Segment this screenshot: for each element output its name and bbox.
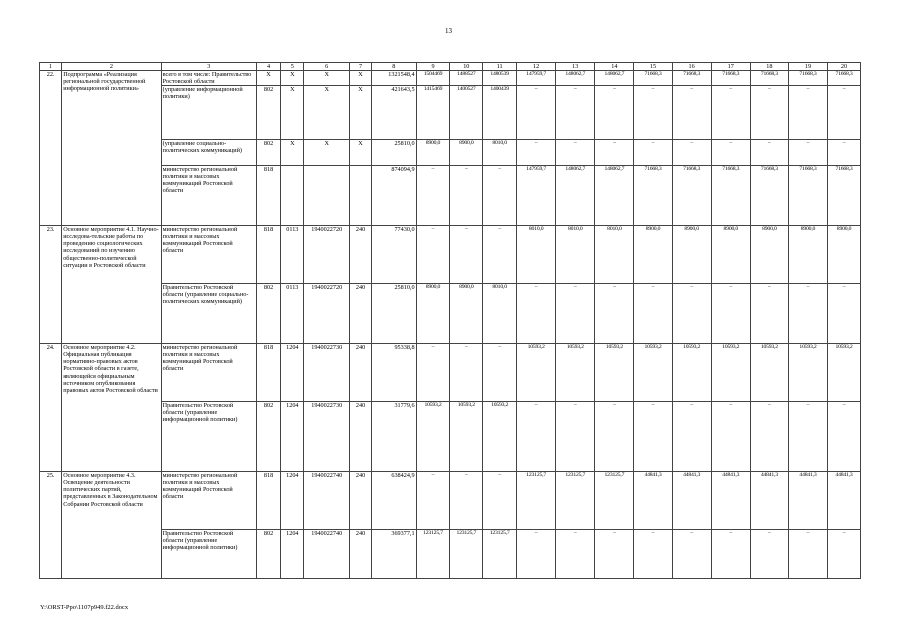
column-number-header: 10 [450, 63, 483, 71]
grbs-code: 802 [256, 284, 280, 344]
year-amount: – [672, 530, 711, 579]
year-amount: 147959,7 [517, 166, 556, 226]
header-row [40, 63, 861, 71]
year-amount: – [517, 530, 556, 579]
vr-code: X [349, 86, 371, 140]
responsible-executor: министерство региональной политики и массовых коммуникаций Ростовской области [161, 166, 256, 226]
year-amount: 10593,2 [634, 344, 672, 402]
year-amount: – [672, 402, 711, 472]
year-amount: 123125,7 [483, 530, 517, 579]
responsible-executor: министерство региональной политики и массовых коммуникаций Ростовской области [161, 344, 256, 402]
year-amount: 1504469 [416, 71, 450, 86]
column-number-header: 3 [161, 63, 256, 71]
year-amount: 8900,0 [450, 140, 483, 166]
footer-file-path: Y:\ORST-Ppo\1107p949.f22.docx [40, 604, 129, 611]
year-amount: 1400527 [450, 86, 483, 140]
csr-code: X [304, 71, 349, 86]
year-amount: – [556, 402, 595, 472]
responsible-executor: Правительство Ростовской области (управление социально-политических коммуникаций) [161, 284, 256, 344]
program-name: Основное мероприятие 4.2. Официальная публикация нормативно-правовых актов Ростовской области в газете, являющейся официальным источником опубликования правовых актов Ростовской области [62, 344, 161, 472]
year-amount: 8900,0 [416, 284, 450, 344]
grbs-code: 802 [256, 140, 280, 166]
year-amount: 8010,0 [483, 140, 517, 166]
column-number-header: 4 [256, 63, 280, 71]
responsible-executor: всего в том числе: Правительство Ростовской области [161, 71, 256, 86]
year-amount: 71668,3 [788, 166, 827, 226]
year-amount: 8900,0 [711, 226, 750, 284]
year-amount: – [634, 140, 672, 166]
rz-pr-code: 0113 [281, 284, 304, 344]
year-amount: – [416, 226, 450, 284]
year-amount: 44841,3 [788, 472, 827, 530]
year-amount: – [634, 86, 672, 140]
rz-pr-code: 0113 [281, 226, 304, 284]
table-body [40, 63, 861, 579]
rz-pr-code: 1204 [281, 344, 304, 402]
year-amount: 71668,3 [634, 166, 672, 226]
program-name: Основное мероприятие 4.1. Научно-исследова-тельские работы по проведению социологических исследований по изучению общественно-политической ситуации в Ростовской области [62, 226, 161, 344]
year-amount: 10593,2 [517, 344, 556, 402]
row-number: 25. [40, 472, 62, 579]
year-amount: 10593,2 [416, 402, 450, 472]
year-amount: – [750, 402, 788, 472]
responsible-executor: Правительство Ростовской области (управление информационной политики) [161, 402, 256, 472]
year-amount: – [483, 226, 517, 284]
year-amount: – [483, 166, 517, 226]
year-amount: 8900,0 [672, 226, 711, 284]
table-row [40, 226, 861, 284]
grbs-code: 818 [256, 166, 280, 226]
year-amount: 71668,3 [672, 166, 711, 226]
year-amount: – [595, 284, 634, 344]
year-amount: 148062,7 [556, 166, 595, 226]
column-number-header: 20 [828, 63, 861, 71]
year-amount: 123125,7 [556, 472, 595, 530]
year-amount: 123125,7 [595, 472, 634, 530]
total-amount: 874094,9 [372, 166, 416, 226]
column-number-header: 12 [517, 63, 556, 71]
year-amount: – [750, 530, 788, 579]
responsible-executor: министерство региональной политики и массовых коммуникаций Ростовской области [161, 226, 256, 284]
year-amount: 71668,3 [711, 71, 750, 86]
year-amount: – [556, 284, 595, 344]
table-row [40, 71, 861, 86]
vr-code: 240 [349, 530, 371, 579]
year-amount: – [450, 472, 483, 530]
vr-code: 240 [349, 472, 371, 530]
year-amount: – [711, 140, 750, 166]
column-number-header: 8 [372, 63, 416, 71]
year-amount: 10593,2 [828, 344, 861, 402]
year-amount: 1488527 [450, 71, 483, 86]
year-amount: – [634, 284, 672, 344]
year-amount: – [750, 284, 788, 344]
column-number-header: 19 [788, 63, 827, 71]
vr-code: 240 [349, 226, 371, 284]
csr-code: X [304, 86, 349, 140]
year-amount: – [828, 284, 861, 344]
total-amount: 421643,5 [372, 86, 416, 140]
rz-pr-code: 1204 [281, 402, 304, 472]
csr-code: 1940022720 [304, 284, 349, 344]
year-amount: 71668,3 [634, 71, 672, 86]
year-amount: – [450, 226, 483, 284]
year-amount: – [828, 530, 861, 579]
year-amount: – [828, 140, 861, 166]
year-amount: – [672, 86, 711, 140]
responsible-executor: (управление социально-политических коммуникаций) [161, 140, 256, 166]
year-amount: – [788, 284, 827, 344]
total-amount: 25810,0 [372, 140, 416, 166]
table-row [40, 402, 861, 472]
table-row [40, 140, 861, 166]
year-amount: 44841,3 [672, 472, 711, 530]
year-amount: 8900,0 [634, 226, 672, 284]
year-amount: 10593,2 [750, 344, 788, 402]
column-number-header: 18 [750, 63, 788, 71]
year-amount: 123125,7 [450, 530, 483, 579]
year-amount: – [450, 166, 483, 226]
year-amount: – [788, 140, 827, 166]
year-amount: 148062,7 [595, 166, 634, 226]
vr-code [349, 166, 371, 226]
year-amount: 10593,2 [595, 344, 634, 402]
year-amount: – [416, 472, 450, 530]
vr-code: 240 [349, 344, 371, 402]
grbs-code: 818 [256, 344, 280, 402]
year-amount: 1415469 [416, 86, 450, 140]
vr-code: X [349, 71, 371, 86]
program-name: Основное мероприятие 4.3. Освещение деятельности политических партий, представленных в Законодательном Собрании Ростовской области [62, 472, 161, 579]
year-amount: – [595, 86, 634, 140]
year-amount: 71668,3 [672, 71, 711, 86]
responsible-executor: (управление информационной политики) [161, 86, 256, 140]
year-amount: 71668,3 [828, 166, 861, 226]
table-row [40, 344, 861, 402]
year-amount: 44841,3 [750, 472, 788, 530]
year-amount: 71668,3 [750, 71, 788, 86]
vr-code: X [349, 140, 371, 166]
year-amount: – [711, 530, 750, 579]
total-amount: 369377,1 [372, 530, 416, 579]
total-amount: 31779,6 [372, 402, 416, 472]
year-amount: – [483, 344, 517, 402]
rz-pr-code: 1204 [281, 472, 304, 530]
year-amount: – [595, 140, 634, 166]
column-number-header: 2 [62, 63, 161, 71]
total-amount: 77430,0 [372, 226, 416, 284]
rz-pr-code: 1204 [281, 530, 304, 579]
year-amount: – [750, 140, 788, 166]
year-amount: – [556, 530, 595, 579]
year-amount: 123125,7 [517, 472, 556, 530]
column-number-header: 9 [416, 63, 450, 71]
responsible-executor: министерство региональной политики и массовых коммуникаций Ростовской области [161, 472, 256, 530]
year-amount: 148062,7 [595, 71, 634, 86]
table-row [40, 284, 861, 344]
year-amount: 10593,2 [788, 344, 827, 402]
year-amount: – [672, 140, 711, 166]
year-amount: – [595, 402, 634, 472]
year-amount: – [634, 530, 672, 579]
year-amount: 44841,3 [634, 472, 672, 530]
year-amount: – [517, 402, 556, 472]
vr-code: 240 [349, 402, 371, 472]
rz-pr-code: X [281, 71, 304, 86]
column-number-header: 11 [483, 63, 517, 71]
total-amount: 95338,8 [372, 344, 416, 402]
csr-code: 1940022730 [304, 344, 349, 402]
grbs-code: 802 [256, 530, 280, 579]
year-amount: – [634, 402, 672, 472]
column-number-header: 6 [304, 63, 349, 71]
year-amount: – [750, 86, 788, 140]
year-amount: 1400439 [483, 86, 517, 140]
table-row [40, 86, 861, 140]
year-amount: – [788, 402, 827, 472]
year-amount: 8900,0 [828, 226, 861, 284]
grbs-code: 802 [256, 402, 280, 472]
year-amount: 8900,0 [750, 226, 788, 284]
total-amount: 25810,0 [372, 284, 416, 344]
year-amount: – [483, 472, 517, 530]
row-number: 24. [40, 344, 62, 472]
year-amount: 71668,3 [788, 71, 827, 86]
page-number: 13 [445, 27, 452, 35]
year-amount: – [711, 284, 750, 344]
csr-code: 1940022740 [304, 530, 349, 579]
year-amount: 44841,3 [711, 472, 750, 530]
year-amount: – [556, 86, 595, 140]
year-amount: 147959,7 [517, 71, 556, 86]
year-amount: – [711, 86, 750, 140]
year-amount: – [828, 402, 861, 472]
year-amount: 10593,2 [672, 344, 711, 402]
year-amount: – [450, 344, 483, 402]
grbs-code: 802 [256, 86, 280, 140]
year-amount: – [556, 140, 595, 166]
grbs-code: 818 [256, 226, 280, 284]
year-amount: 71668,3 [711, 166, 750, 226]
column-number-header: 13 [556, 63, 595, 71]
year-amount: 71668,3 [828, 71, 861, 86]
total-amount: 1321548,4 [372, 71, 416, 86]
year-amount: 8010,0 [483, 284, 517, 344]
row-number: 22. [40, 71, 62, 226]
vr-code: 240 [349, 284, 371, 344]
rz-pr-code: X [281, 140, 304, 166]
year-amount: – [517, 86, 556, 140]
csr-code: 1940022740 [304, 472, 349, 530]
year-amount: – [788, 530, 827, 579]
table-row [40, 472, 861, 530]
table-row [40, 166, 861, 226]
year-amount: 8010,0 [595, 226, 634, 284]
year-amount: 8900,0 [416, 140, 450, 166]
column-number-header: 1 [40, 63, 62, 71]
year-amount: – [517, 140, 556, 166]
budget-table [39, 62, 861, 579]
csr-code: X [304, 140, 349, 166]
year-amount: 8010,0 [556, 226, 595, 284]
column-number-header: 7 [349, 63, 371, 71]
column-number-header: 15 [634, 63, 672, 71]
year-amount: 1480539 [483, 71, 517, 86]
year-amount: 10593,2 [483, 402, 517, 472]
year-amount: 8010,0 [517, 226, 556, 284]
column-number-header: 16 [672, 63, 711, 71]
grbs-code: X [256, 71, 280, 86]
column-number-header: 5 [281, 63, 304, 71]
csr-code: 1940022720 [304, 226, 349, 284]
rz-pr-code [281, 166, 304, 226]
table-row [40, 530, 861, 579]
responsible-executor: Правительство Ростовской области (управление информационной политики) [161, 530, 256, 579]
year-amount: – [788, 86, 827, 140]
rz-pr-code: X [281, 86, 304, 140]
year-amount: 8900,0 [450, 284, 483, 344]
year-amount: 10593,2 [556, 344, 595, 402]
year-amount: – [416, 344, 450, 402]
year-amount: 44841,3 [828, 472, 861, 530]
year-amount: 10593,2 [450, 402, 483, 472]
year-amount: – [828, 86, 861, 140]
column-number-header: 14 [595, 63, 634, 71]
total-amount: 638424,9 [372, 472, 416, 530]
year-amount: 148062,7 [556, 71, 595, 86]
year-amount: 71668,3 [750, 166, 788, 226]
year-amount: 123125,7 [416, 530, 450, 579]
column-number-header: 17 [711, 63, 750, 71]
year-amount: – [711, 402, 750, 472]
csr-code: 1940022730 [304, 402, 349, 472]
year-amount: – [416, 166, 450, 226]
year-amount: – [595, 530, 634, 579]
year-amount: 8900,0 [788, 226, 827, 284]
grbs-code: 818 [256, 472, 280, 530]
csr-code [304, 166, 349, 226]
row-number: 23. [40, 226, 62, 344]
year-amount: – [517, 284, 556, 344]
year-amount: 10593,2 [711, 344, 750, 402]
program-name: Подпрограмма «Реализация региональной государственной информационной политики» [62, 71, 161, 226]
year-amount: – [672, 284, 711, 344]
